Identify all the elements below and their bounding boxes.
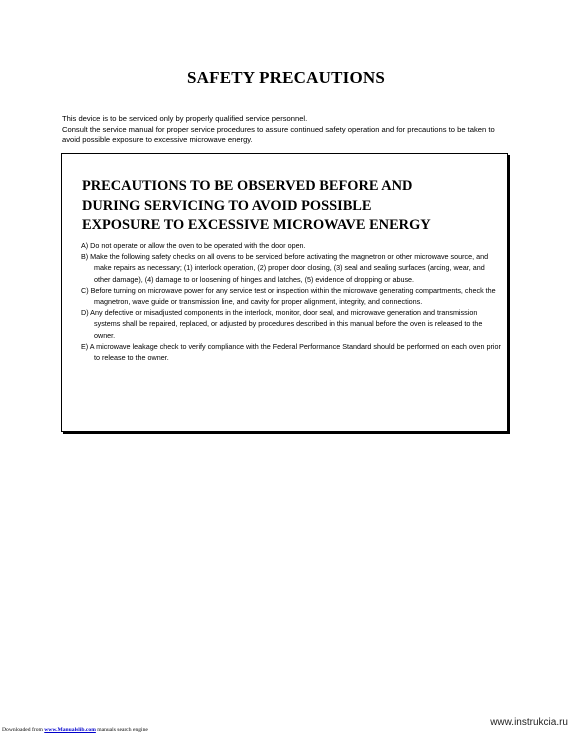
precautions-list [81,240,501,363]
download-suffix: manuals search engine [95,727,148,733]
precaution-item-c: C) Before turning on microwave power for any service test or inspection within the microwave generating compartments, check the magnetron, wave guide or transmission line, and cavity for proper alignment, integrity, and connections. [81,285,496,307]
precaution-item-d: D) Any defective or misadjusted components in the interlock, monitor, door seal, and microwave generation and transmission systems shall be repaired, replaced, or adjusted by procedures described in this manual before the oven is released to the owner. [81,308,483,340]
precautions-heading [82,177,492,236]
precaution-item-b: B) Make the following safety checks on all ovens to be serviced before activating the magnetron or other microwave source, and make repairs as necessary; (1) interlock operation, (2) proper door closing, (3) seal and sealing surfaces (arcing, wear, and other damage), (4) damage to or loosening of hinges and latches, (5) evidence of dropping or abuse. [81,252,489,284]
page-title: SAFETY PRECAUTIONS [186,68,386,87]
precautions-box [61,153,508,432]
download-source-note [2,727,148,733]
precaution-item-e: E) A microwave leakage check to verify compliance with the Federal Performance Standard should be performed on each oven prior to release to the owner. [81,341,501,363]
manualslib-link[interactable]: www.Manualslib.com [44,727,96,733]
precautions-heading-line: EXPOSURE TO EXCESSIVE MICROWAVE ENERGY [82,217,431,233]
precautions-heading-line: PRECAUTIONS TO BE OBSERVED BEFORE AND [82,178,413,194]
precaution-item-a: A) Do not operate or allow the oven to be operated with the door open. [81,241,306,250]
site-watermark: www.instrukcia.ru [490,717,568,728]
intro-line-service-personnel: This device is to be serviced only by properly qualified service personnel. [62,114,308,123]
precautions-heading-line: DURING SERVICING TO AVOID POSSIBLE [82,197,372,214]
download-prefix: Downloaded from [2,727,45,733]
intro-text [62,114,514,146]
intro-line-consult-manual: Consult the service manual for proper service procedures to assure continued safety operation and for precautions to be taken to avoid possible exposure to excessive microwave energy. [62,124,495,145]
